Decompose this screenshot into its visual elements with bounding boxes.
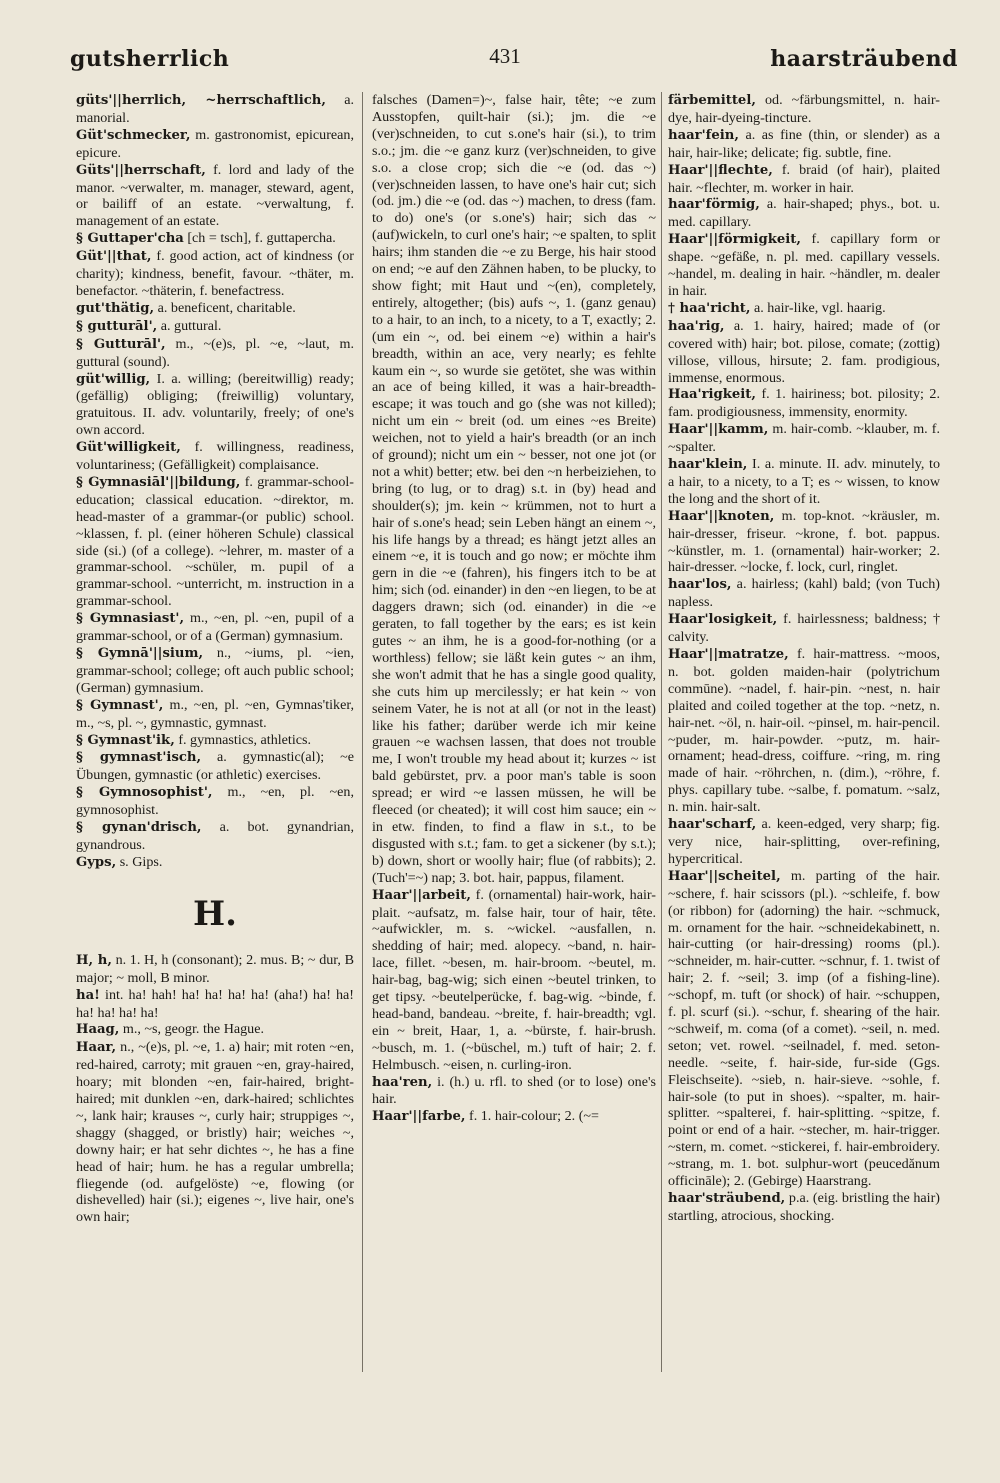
- entry-headword: Haar'||knoten,: [668, 508, 775, 524]
- entry-definition: od. ~färbungsmittel, n. hair-dye, hair-dyeing-tincture.: [668, 92, 940, 126]
- entry-headword: gut'thätig,: [76, 300, 155, 316]
- entry-headword: Haa'rigkeit,: [668, 387, 756, 403]
- entry-headword: güts'||herrlich, ~herrschaftlich,: [76, 93, 326, 108]
- entry-definition: m., ~s, geogr. the Hague.: [119, 1021, 264, 1038]
- entry-headword: § gutturāl',: [76, 318, 158, 334]
- entry-definition: falsches (Damen=)~, false hair, tête; ~e zum Ausstopfen, quilt-hair (si.); jm. die ~e (ver)schneiden, to cut s.one's hair (si.), to trim s.o.; jm. die ~e ganz kurz (ver)schneiden, to give s.o. a close crop; sich die ~e (od. das ~) (ver)schneiden lassen, to have one's hair cut; sich (od. jm.) die ~e (od. das ~) machen, to dress (fam. to do) one's (or s.one's) hair; sich das ~ (auf)wickeln, to curl one's hair; ~e spalten, to split hairs; ihm standen die ~e zu Berge, his hair stood on end; ~e auf den Zähnen haben, to be plucky, to show fight; mit Haut und ~(en), completely, entirely, altogether; (bis) aufs ~, 1. (ganz genau) to a hair, to an inch, to a nicety, to a T, exactly; 2. (um ein ~, od. bei einem ~e) within a hair's breadth, within an ace, very nearly; es fehlte kaum ein ~, so wurde sie getötet, she was within an ace of being killed, it was a hair-breadth-escape; it was touch and go (she was not killed); nicht um ein ~ breit (od. um eines ~es Breite) weichen, not to yield a hair's breadth (or an inch of ground); nicht um ein ~ besser, not one jot (or not a whit) better; etw. bei den ~n herbeiziehen, to bring (to lug, or to drag) s.t. in (by) head and shoulder(s); jm. kein ~ krümmen, not to hurt a hair of s.one's head; sein Leben hängt an einem ~, his life hangs by a thread; es hängt jetzt alles an einem ~e, it is touch and go now; er möchte ihm gern in die ~e (fahren), his fingers itch to be at him; sich (od. einander) in den ~en liegen, to be at daggers drawn; sich (od. einander) in die ~e geraten, to fall together by the ears; es ist kein gutes ~ an ihm, he is a good-for-nothing (or a worthless) fellow; sie läßt kein gutes ~ an ihm, she won't admit that he has a single good quality, she cuts him up mercilessly; er hat kein ~ von seinem Vater, he is not at all (or not in the least) like his father; darüber werde ich mir keine grauen ~e wachsen lassen, that does not trouble me, I won't trouble my head about it; kurzes ~ ist bald gebürstet, prv. a poor man's table is soon spread; er wird ~e lassen müssen, he will be fleeced (or cheated); it will cost him sauce; ein ~ in etw. finden, to find a flaw in s.t., to be disgusted with s.t.; fam. to get a sickener (by s.t.); b) down, short or woolly hair; flue (of rabbits); 2. (Tuch'=~) nap; 3. bot. hair, pappus, filament.: [372, 92, 656, 886]
- entry-headword: Güt'willigkeit,: [76, 440, 181, 456]
- entry-definition: a. gymnastic(al); ~e Übungen, gymnastic (or athletic) exercises.: [76, 749, 354, 784]
- entry-definition: a. manorial.: [76, 92, 354, 126]
- entry-headword: § Gymnasiast',: [76, 611, 185, 627]
- entry-headword: Haar,: [76, 1040, 117, 1056]
- entry-headword: § Gymnast',: [76, 697, 164, 713]
- entry-headword: § Gymnasiāl'||bildung,: [76, 474, 241, 490]
- entry-headword: haar'förmig,: [668, 197, 760, 213]
- entry-headword: § Gymnosophist',: [76, 785, 213, 801]
- entry-definition: a. hair-like, vgl. haarig.: [750, 299, 886, 316]
- entry-definition: m. hair-comb. ~klauber, m. f. ~spalter.: [668, 421, 940, 456]
- entry-headword: haar'klein,: [668, 457, 748, 473]
- dictionary-entry: [76, 336, 354, 371]
- dictionary-entry: [76, 162, 354, 231]
- dictionary-entry: [76, 92, 354, 127]
- entry-definition: f. 1. hairiness; bot. pilosity; 2. fam. prodigiousness, immensity, enormity.: [668, 386, 940, 421]
- dictionary-entry: [76, 645, 354, 697]
- dictionary-entry: [372, 92, 656, 887]
- entry-headword: Haar'||förmigkeit,: [668, 232, 801, 248]
- entry-definition: f. braid (of hair), plaited hair. ~flechter, m. worker in hair.: [668, 161, 940, 196]
- entry-headword: Haar'||matratze,: [668, 647, 789, 662]
- entry-headword: haar'los,: [668, 577, 732, 593]
- dictionary-entry: [76, 127, 354, 162]
- entry-headword: Haar'losigkeit,: [668, 612, 778, 628]
- entry-definition: f. grammar-school-education; classical education. ~direktor, m. head-master of a grammar-(or public) school. ~klassen, f. pl. (einer höheren Schule) classical side (si.) (of a college). ~lehrer, m. master of a grammar-school. ~schüler, m. pupil of a grammar-school. ~unterricht, m. instruction in a grammar-school.: [76, 473, 354, 610]
- dictionary-entry: [668, 127, 940, 162]
- entry-headword: Haar'||farbe,: [372, 1109, 466, 1125]
- dictionary-entry: [76, 248, 354, 300]
- entry-headword: § Gymnā'||sium,: [76, 646, 204, 661]
- entry-headword: § Gymnast'ik,: [76, 732, 175, 748]
- entry-headword: Haar'||kamm,: [668, 422, 769, 438]
- dictionary-entry: [372, 1108, 656, 1126]
- dictionary-entry: [668, 508, 940, 577]
- entry-definition: s. Gips.: [116, 853, 163, 870]
- entry-headword: Güt'||that,: [76, 249, 152, 265]
- dictionary-entry: [668, 231, 940, 300]
- dictionary-entry: [668, 816, 940, 868]
- dictionary-entry: [76, 230, 354, 248]
- dictionary-entry: [668, 456, 940, 508]
- dictionary-entry: [668, 196, 940, 231]
- page-number: 431: [489, 44, 521, 68]
- column-2: [372, 92, 656, 1387]
- section-letter: H.: [193, 893, 237, 934]
- dictionary-entry: [76, 749, 354, 784]
- entry-definition: I. a. willing; (bereitwillig) ready; (gefällig) obliging; (freiwillig) voluntary, gratuitous. II. adv. voluntarily, freely; of one's own accord.: [76, 370, 354, 439]
- dictionary-entry: [668, 421, 940, 456]
- dictionary-entry: [668, 162, 940, 197]
- column-divider: [362, 92, 363, 1372]
- entries-h-section: [76, 952, 354, 1227]
- entry-definition: f. good action, act of kindness (or charity); kindness, benefit, favour. ~thäter, m. benefactor. ~thäterin, f. benefactress.: [76, 248, 354, 299]
- entry-definition: f. capillary form or shape. ~gefäße, n. pl. med. capillary vessels. ~handel, m. dealing in hair. ~händler, m. dealer in hair.: [668, 231, 940, 299]
- entry-definition: m., ~en, pl. ~en, pupil of a grammar-school, or of a (German) gymnasium.: [76, 610, 354, 645]
- dictionary-entry: [76, 854, 354, 872]
- entry-definition: m., ~en, pl. ~en, Gymnas'tiker, m., ~s, pl. ~, gymnastic, gymnast.: [76, 696, 354, 731]
- dictionary-entry: [668, 386, 940, 421]
- entry-headword: § Gutturāl',: [76, 336, 166, 352]
- dictionary-entry: [76, 474, 354, 610]
- dictionary-entry: [76, 987, 354, 1022]
- entry-definition: a. beneficent, charitable.: [154, 299, 296, 316]
- entry-definition: a. guttural.: [157, 317, 222, 334]
- entry-definition: f. (ornamental) hair-work, hair-plait. ~aufsatz, m. false hair, tour of hair, tête. ~aufwickler, m. s. ~wickel. ~ausfallen, n. shedding of hair; med. alopecy. ~band, n. hair-lace, fillet. ~besen, m. hair-broom. ~beutel, m. hair-bag, bag-wig; sich einen ~beutel trinken, to get tipsy. ~beutelperücke, f. bag-wig. ~binde, f. head-band, bandeau. ~breite, f. hair-breadth; vgl. ein ~ breit, Haar, 1, a. ~bürste, f. hair-brush. ~busch, m. 1. (~büschel, m.) tuft of hair; 2. f. Helmbusch. ~eisen, n. curling-iron.: [372, 886, 656, 1073]
- page-header: [0, 40, 1000, 80]
- header-right-catchword: haarsträubend: [770, 46, 958, 72]
- dictionary-entry: [372, 1074, 656, 1109]
- dictionary-entry: [76, 300, 354, 318]
- entry-definition: f. gymnastics, athletics.: [174, 731, 312, 748]
- dictionary-entry: [668, 92, 940, 127]
- entry-definition: a. as fine (thin, or slender) as a hair, hair-like; delicate; fig. subtle, fine.: [668, 126, 940, 161]
- dictionary-entry: [668, 611, 940, 646]
- entry-definition: m., ~(e)s, pl. ~e, ~laut, m. guttural (sound).: [76, 335, 354, 370]
- entry-definition: n., ~(e)s, pl. ~e, 1. a) hair; mit roten ~en, red-haired, carroty; mit grauen ~en, gray-haired, hoary; mit blonden ~en, fair-haired, bright-haired; mit dunklen ~en, dark-haired; schlichtes ~, lank hair; krauses ~, curly hair; struppiges ~, shaggy (shagged, or bristly) hair; weiches ~, downy hair; er hat sehr dichtes ~, he has a fine head of hair; hum. he has a regular umbrella; fliegende (od. aufgelöste) ~e, flowing (or dishevelled) hair (si.); eigenes ~, live hair, one's own hair;: [76, 1039, 354, 1226]
- entry-definition: f. lord and lady of the manor. ~verwalter, m. manager, steward, agent, or bailiff of an estate. ~verwaltung, f. management of an estate.: [76, 161, 354, 230]
- entry-headword: Güt'schmecker,: [76, 127, 191, 143]
- dictionary-entry: [372, 887, 656, 1074]
- entry-definition: I. a. minute. II. adv. minutely, to a hair, to a nicety, to a T; es ~ wissen, to know the long and the short of it.: [668, 456, 940, 507]
- entry-headword: haar'sträubend,: [668, 1191, 786, 1206]
- entry-headword: haa'ren,: [372, 1074, 433, 1090]
- entry-definition: [ch = tsch], f. guttapercha.: [183, 230, 336, 247]
- entry-definition: m. gastronomist, epicurean, epicure.: [76, 126, 354, 161]
- entry-definition: a. 1. hairy, haired; made of (or covered with) hair; bot. pilose, comate; (zottig) villose, villous, hirsute; 2. fam. prodigious, immense, enormous.: [668, 317, 940, 386]
- entry-definition: m., ~en, pl. ~en, gymnosophist.: [76, 784, 354, 819]
- entry-definition: m. parting of the hair. ~schere, f. hair scissors (pl.). ~schleife, f. bow (or ribbon) for (adorning) the hair. ~schmuck, m. ornament for the hair. ~schneidekabinett, n. hair-cutting (or hair-dressing) rooms (pl.). ~schneider, m. hair-cutter. ~schnur, f. 1. twist of hair; 2. f. ~seil; 3. imp (of a fishing-line). ~schopf, m. tuft (or shock) of hair. ~schuppen, f. pl. scurf (si.). ~schur, f. shearing of the hair. ~schweif, m. coma (of a comet). ~seil, n. med. seton; vet. rowel. ~seilnadel, f. med. seton-needle. ~seite, f. hair-side, fur-side (Ggs. Fleischseite). ~sieb, n. hair-sieve. ~sohle, f. hair-sole (to put in shoes). ~spalter, m. hair-splitter. ~spalterei, f. hair-splitting. ~spitze, f. point or end of a hair. ~stecher, m. hair-trigger. ~stern, m. comet. ~stickerei, f. hair-embroidery. ~strang, m. 1. bot. sulphur-wort (peucedănum officināle); 2. (Gebirge) Haarstrang.: [668, 867, 940, 1190]
- entry-definition: i. (h.) u. rfl. to shed (or to lose) one's hair.: [372, 1073, 656, 1108]
- entry-headword: § Guttaper'cha: [76, 231, 184, 247]
- dictionary-entry: [668, 576, 940, 611]
- column-3: [668, 92, 940, 1387]
- entry-definition: f. hairlessness; baldness; † calvity.: [668, 611, 940, 646]
- entry-headword: § gymnast'isch,: [76, 750, 202, 766]
- entry-definition: int. ha! hah! ha! ha! ha! ha! (aha!) ha! ha! ha! ha! ha! ha!: [76, 986, 354, 1021]
- dictionary-entry: [668, 646, 940, 816]
- entry-definition: p.a. (eig. bristling the hair) startling, atrocious, shocking.: [668, 1190, 940, 1224]
- entry-definition: m. top-knot. ~kräusler, m. hair-dresser, friseur. ~krone, f. bot. pappus. ~künstler, m. 1. (ornamental) hair-worker; 2. hair-dresser. ~locke, f. lock, curl, ringlet.: [668, 507, 940, 576]
- header-left-catchword: gutsherrlich: [70, 46, 230, 72]
- entry-headword: H, h,: [76, 952, 112, 968]
- dictionary-entry: [76, 610, 354, 645]
- entry-headword: Haar'||scheitel,: [668, 868, 781, 884]
- entry-definition: a. hair-shaped; phys., bot. u. med. capillary.: [668, 196, 940, 231]
- entry-headword: haar'scharf,: [668, 817, 757, 833]
- dictionary-entry: [76, 819, 354, 854]
- entry-headword: § gynan'drisch,: [76, 820, 202, 836]
- entry-headword: Güts'||herrschaft,: [76, 162, 206, 178]
- dictionary-entry: [76, 784, 354, 819]
- entry-headword: haa'rig,: [668, 318, 725, 334]
- dictionary-entry: [76, 439, 354, 474]
- entry-definition: a. bot. gynandrian, gynandrous.: [76, 819, 354, 853]
- dictionary-entry: [76, 697, 354, 732]
- entry-definition: n. 1. H, h (consonant); 2. mus. B; ~ dur, B major; ~ moll, B minor.: [76, 951, 354, 986]
- entry-headword: haar'fein,: [668, 127, 739, 143]
- dictionary-entry: [76, 1039, 354, 1226]
- entry-definition: f. hair-mattress. ~moos, n. bot. golden maiden-hair (polytrichum commūne). ~nadel, f. hair-pin. ~nest, n. hair plaited and coiled together at the top. ~netz, n. hair-net. ~öl, n. hair-oil. ~pinsel, m. hair-pencil. ~puder, m. hair-powder. ~putz, m. hair-ornament; head-dress, coiffure. ~ring, m. ring made of hair. ~röhrchen, n. (dim.), ~röhre, f. phys. capillary tube. ~salbe, f. pomatum. ~salz, n. min. hair-salt.: [668, 646, 940, 816]
- dictionary-entry: [668, 318, 940, 387]
- dictionary-entry: [76, 952, 354, 987]
- entry-headword: Gyps,: [76, 854, 117, 870]
- column-divider: [661, 92, 662, 1372]
- entry-headword: güt'willig,: [76, 371, 151, 387]
- column-1: [76, 92, 354, 1387]
- dictionary-entry: [668, 300, 940, 318]
- entry-headword: ha!: [76, 987, 100, 1003]
- entry-headword: Haag,: [76, 1022, 120, 1038]
- entry-headword: färbemittel,: [668, 93, 756, 108]
- dictionary-entry: [76, 371, 354, 440]
- dictionary-entry: [76, 732, 354, 750]
- entry-definition: f. 1. hair-colour; 2. (~=: [465, 1108, 599, 1125]
- dictionary-entry: [668, 868, 940, 1190]
- entry-headword: Haar'||flechte,: [668, 162, 773, 178]
- entry-headword: † haa'richt,: [668, 300, 751, 316]
- entry-definition: n., ~iums, pl. ~ien, grammar-school; college; oft auch public school; (German) gymnasium.: [76, 645, 354, 696]
- entry-headword: Haar'||arbeit,: [372, 887, 471, 903]
- dictionary-entry: [76, 318, 354, 336]
- entry-definition: a. keen-edged, very sharp; fig. very nice, hair-splitting, over-refining, hypercritical.: [668, 816, 940, 867]
- entry-definition: f. willingness, readiness, voluntariness; (Gefälligkeit) complaisance.: [76, 439, 354, 474]
- dictionary-entry: [76, 1021, 354, 1039]
- entries-g-section: [76, 92, 354, 872]
- entry-definition: a. hairless; (kahl) bald; (von Tuch) napless.: [668, 576, 940, 611]
- dictionary-entry: [668, 1190, 940, 1225]
